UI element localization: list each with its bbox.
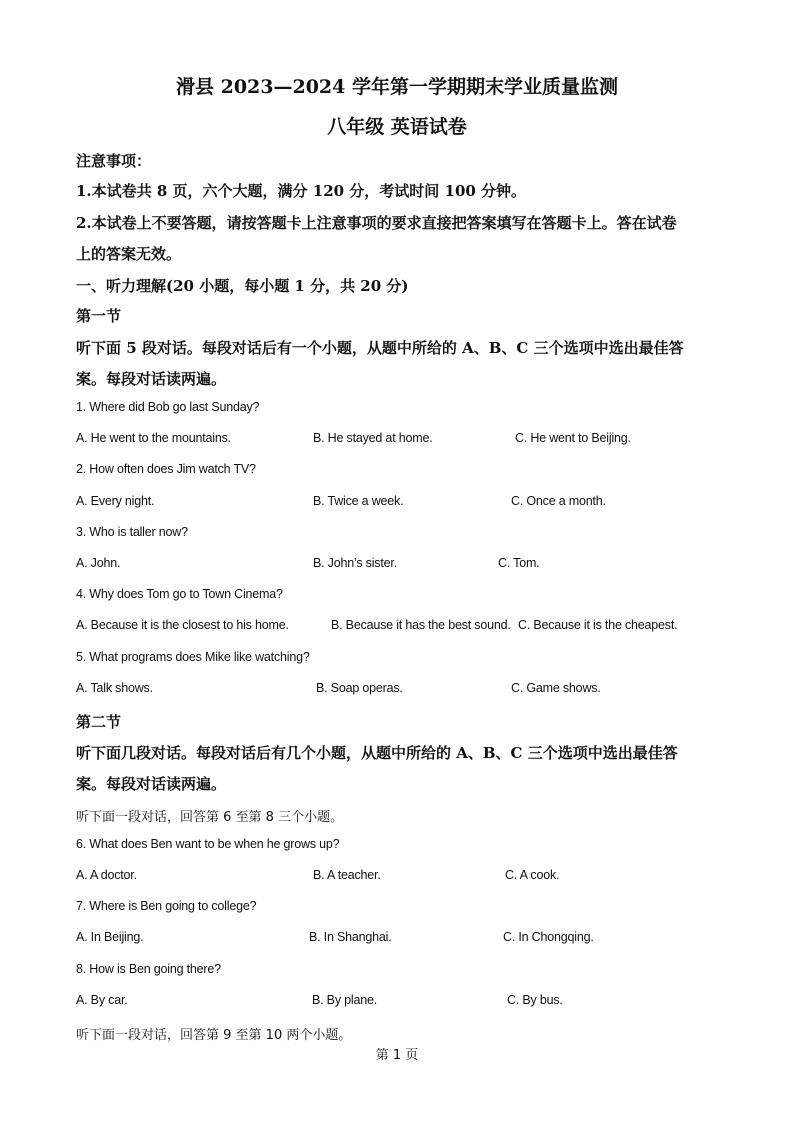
option-c: C. Game shows.: [511, 681, 601, 695]
option-c: C. A cook.: [505, 868, 560, 882]
option-a: A. He went to the mountains.: [76, 431, 231, 445]
option-a: A. By car.: [76, 993, 128, 1007]
option-a: A. Talk shows.: [76, 681, 153, 695]
part2-instructions-cont: 案。每段对话读两遍。: [76, 775, 227, 793]
page-number: 第 1 页: [375, 1048, 419, 1063]
option-b: B. He stayed at home.: [313, 431, 433, 445]
option-a: A. John.: [76, 556, 121, 570]
option-b: B. A teacher.: [313, 868, 381, 882]
exam-title: 滑县 2023—2024 学年第一学期期末学业质量监测: [176, 76, 618, 98]
part1-instructions-cont: 案。每段对话读两遍。: [76, 370, 227, 388]
option-a: A. Because it is the closest to his home.: [76, 618, 289, 632]
part1-instructions: 听下面 5 段对话。每段对话后有一个小题，从题中所给的 A、B、C 三个选项中选出最佳答: [76, 339, 684, 357]
part2-instructions: 听下面几段对话。每段对话后有几个小题，从题中所给的 A、B、C 三个选项中选出最佳答: [76, 744, 678, 762]
option-c: C. He went to Beijing.: [515, 431, 631, 445]
notes-item-2: 2.本试卷上不要答题，请按答题卡上注意事项的要求直接把答案填写在答题卡上。答在试卷: [76, 214, 677, 232]
question-stem: 5. What programs does Mike like watching?: [76, 650, 310, 664]
question-stem: 1. Where did Bob go last Sunday?: [76, 400, 260, 414]
option-b: B. By plane.: [312, 993, 378, 1007]
option-c: C. In Chongqing.: [503, 930, 594, 944]
question-stem: 8. How is Ben going there?: [76, 962, 221, 976]
notes-heading: 注意事项：: [76, 152, 152, 170]
exam-subtitle: 八年级 英语试卷: [327, 116, 467, 138]
section-heading: 一、听力理解(20 小题，每小题 1 分，共 20 分): [76, 277, 409, 295]
option-b: B. Because it has the best sound.: [331, 618, 511, 632]
option-b: B. John’s sister.: [313, 556, 397, 570]
notes-item-1: 1.本试卷共 8 页，六个大题，满分 120 分，考试时间 100 分钟。: [76, 182, 527, 200]
dialogue-group-note: 听下面一段对话，回答第 6 至第 8 三个小题。: [76, 810, 344, 825]
question-stem: 4. Why does Tom go to Town Cinema?: [76, 587, 283, 601]
option-a: A. Every night.: [76, 494, 155, 508]
question-stem: 6. What does Ben want to be when he grows up?: [76, 837, 340, 851]
option-c: C. Because it is the cheapest.: [518, 618, 678, 632]
notes-item-2-cont: 上的答案无效。: [76, 245, 182, 263]
option-a: A. In Beijing.: [76, 930, 144, 944]
part1-label: 第一节: [76, 307, 122, 325]
option-b: B. In Shanghai.: [309, 930, 392, 944]
option-c: C. Tom.: [498, 556, 540, 570]
question-stem: 2. How often does Jim watch TV?: [76, 462, 256, 476]
question-stem: 7. Where is Ben going to college?: [76, 899, 257, 913]
option-a: A. A doctor.: [76, 868, 137, 882]
option-c: C. By bus.: [507, 993, 563, 1007]
option-c: C. Once a month.: [511, 494, 606, 508]
question-stem: 3. Who is taller now?: [76, 525, 188, 539]
dialogue-group-note: 听下面一段对话，回答第 9 至第 10 两个小题。: [76, 1028, 352, 1043]
option-b: B. Twice a week.: [313, 494, 404, 508]
option-b: B. Soap operas.: [316, 681, 403, 695]
part2-label: 第二节: [76, 713, 122, 731]
